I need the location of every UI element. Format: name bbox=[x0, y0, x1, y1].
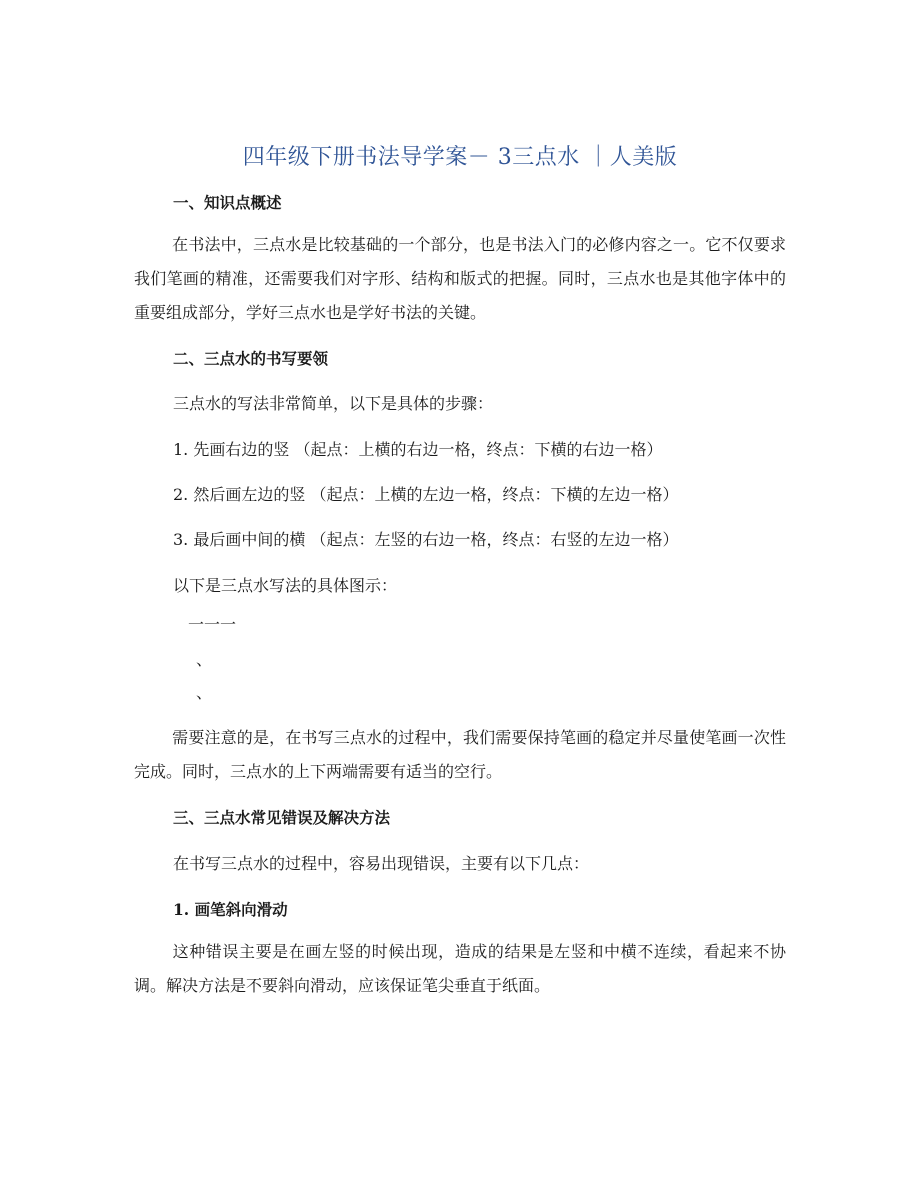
overview-paragraph bbox=[134, 228, 786, 330]
error-item-1-paragraph bbox=[134, 935, 786, 1003]
diagram-line-1: 一一一 bbox=[188, 615, 237, 634]
section-heading-common-errors: 三、三点水常见错误及解决方法 bbox=[173, 808, 391, 827]
step-1: 1. 先画右边的竖 （起点：上横的右边一格，终点：下横的右边一格） bbox=[173, 440, 663, 459]
error-item-1-text: 这种错误主要是在画左竖的时候出现，造成的结果是左竖和中横不连续，看起来不协调。解决方法是不要斜向滑动，应该保证笔尖垂直于纸面。 bbox=[134, 942, 786, 995]
diagram-intro: 以下是三点水写法的具体图示： bbox=[173, 576, 398, 595]
section-heading-overview: 一、知识点概述 bbox=[173, 193, 282, 212]
step-3: 3. 最后画中间的横 （起点：左竖的右边一格，终点：右竖的左边一格） bbox=[173, 530, 679, 549]
error-item-1-heading: 1. 画笔斜向滑动 bbox=[173, 900, 288, 919]
page-title: 四年级下册书法导学案－ 3三点水 ｜人美版 bbox=[242, 145, 678, 170]
overview-text: 在书法中，三点水是比较基础的一个部分，也是书法入门的必修内容之一。它不仅要求我们笔画的精准，还需要我们对字形、结构和版式的把握。同时，三点水也是其他字体中的重要组成部分，学好三点水也是学好书法的关键。 bbox=[134, 235, 786, 322]
note-paragraph bbox=[134, 721, 786, 789]
step-2: 2. 然后画左边的竖 （起点：上横的左边一格，终点：下横的左边一格） bbox=[173, 485, 679, 504]
errors-intro: 在书写三点水的过程中，容易出现错误，主要有以下几点： bbox=[173, 854, 590, 873]
steps-intro: 三点水的写法非常简单，以下是具体的步骤： bbox=[173, 394, 494, 413]
diagram-line-3: 、 bbox=[196, 683, 213, 702]
diagram-line-2: 、 bbox=[196, 650, 213, 669]
note-text: 需要注意的是，在书写三点水的过程中，我们需要保持笔画的稳定并尽量使笔画一次性完成。同时，三点水的上下两端需要有适当的空行。 bbox=[134, 728, 786, 781]
section-heading-writing-essentials: 二、三点水的书写要领 bbox=[173, 349, 329, 368]
